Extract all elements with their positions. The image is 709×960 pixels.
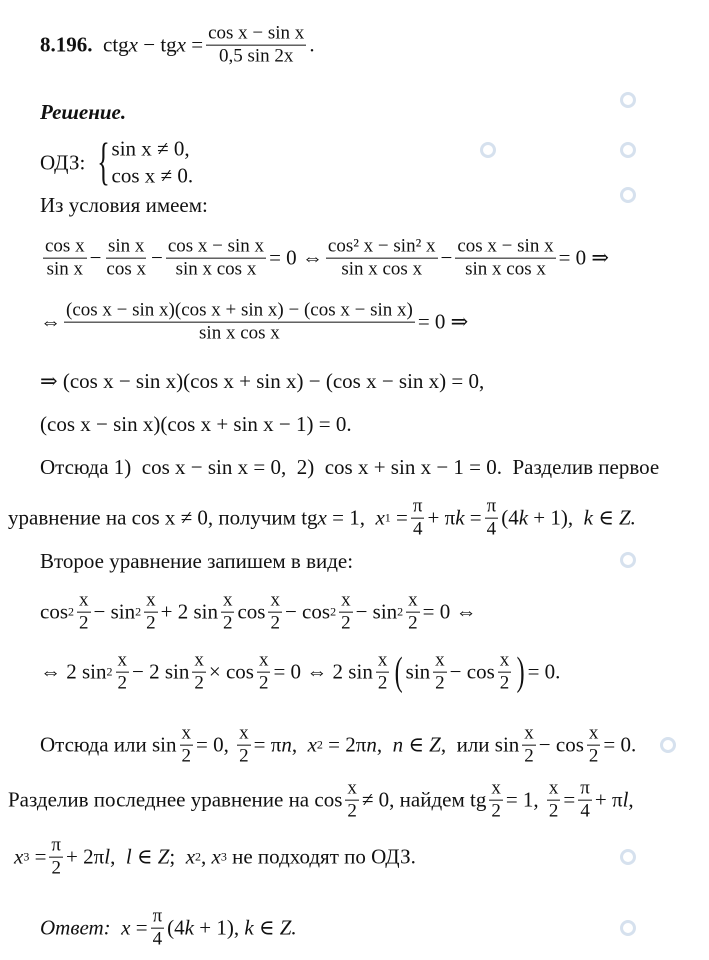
math-text: − cos (538, 733, 584, 757)
math-text: . (309, 33, 315, 57)
denominator: 2 (181, 745, 192, 767)
numerator: cos x − sin x (208, 22, 305, 44)
numerator: x (239, 722, 249, 744)
math-text: = 0 ⇒ (558, 246, 610, 270)
second-eq-cases (40, 723, 636, 768)
math-text: + 2π (66, 845, 105, 869)
condition-rows (112, 136, 194, 191)
math-text: (4 (501, 506, 519, 530)
denominator: 2 (222, 612, 233, 634)
math-text: 8.196. (40, 33, 93, 57)
math-text: ≠ 0, найдем tg (361, 788, 487, 812)
math-text (111, 916, 122, 940)
fraction (587, 723, 601, 768)
math-text: 3 (220, 850, 227, 864)
math-text: = 1, (505, 788, 544, 812)
denominator: 2 (377, 672, 388, 694)
watermark-logo-icon (620, 849, 636, 865)
numerator: x (347, 777, 357, 799)
math-text: = 0, (196, 733, 235, 757)
fraction (257, 650, 271, 695)
math-text: n (366, 733, 377, 757)
fraction (77, 590, 91, 635)
numerator: (cos x − sin x)(cos x + sin x) − (cos x − sin x) (66, 299, 413, 321)
second-eq-intro (40, 549, 353, 573)
math-text: ⇔ 2 sin (40, 660, 107, 684)
denominator: 4 (412, 518, 423, 540)
math-text: уравнение на cos x ≠ 0, получим tg (8, 506, 318, 530)
math-text: = 1, (326, 506, 376, 530)
math-text: = (563, 788, 576, 812)
last-eq-solution (8, 778, 634, 823)
numerator: x (435, 649, 445, 671)
fraction (144, 590, 158, 635)
math-text: = 0 ⇔ (422, 600, 477, 624)
math-text: = π (253, 733, 282, 757)
watermark-logo-icon (620, 142, 636, 158)
watermark-logo-icon (620, 920, 636, 936)
math-text: k (518, 506, 529, 530)
numerator: x (270, 589, 280, 611)
math-text: 2 (316, 738, 323, 752)
equation-step-1 (40, 236, 609, 281)
math-text: Ответ: (40, 916, 111, 940)
domain-conditions (40, 136, 193, 191)
fraction (433, 650, 447, 695)
math-text: Отсюда или sin (40, 733, 177, 757)
math-text: Разделив последнее уравнение на cos (8, 788, 343, 812)
math-text: − sin (93, 600, 136, 624)
math-text: ctg (92, 33, 129, 57)
math-text: ⇒ (cos x − sin x)(cos x + sin x) − (cos x − sin x) = 0, (40, 369, 485, 393)
math-text: 2 (330, 605, 337, 619)
equation-step-4 (40, 412, 352, 436)
brace: { (96, 134, 110, 191)
math-text: = 0 ⇔ 2 sin (273, 660, 373, 684)
solution-heading (40, 100, 126, 124)
math-text: 2 (68, 605, 74, 619)
denominator: 2 (491, 800, 501, 822)
roots-conclusion (14, 835, 416, 880)
math-text: + π (427, 506, 456, 530)
numerator: x (222, 589, 233, 611)
math-text: 2 (397, 605, 404, 619)
denominator: 2 (347, 800, 357, 822)
denominator: sin x (46, 258, 83, 280)
fraction (166, 236, 266, 281)
math-text: − (89, 246, 102, 270)
numerator: π (51, 834, 62, 856)
numerator: x (548, 777, 559, 799)
fraction (489, 778, 503, 823)
math-text: n (281, 733, 292, 757)
denominator: 2 (588, 745, 599, 767)
second-eq-factored (40, 650, 560, 695)
numerator: cos x − sin x (457, 235, 554, 257)
watermark-logo-icon (620, 187, 636, 203)
fraction (547, 778, 561, 823)
denominator: 2 (270, 612, 280, 634)
math-text: , (201, 845, 212, 869)
math-text: x (185, 845, 196, 869)
math-text: ⇔ (40, 310, 61, 334)
math-text: n ∈ Z (392, 733, 441, 757)
numerator: cos² x − sin² x (327, 235, 436, 257)
math-text: + 1), (194, 916, 245, 940)
fraction (43, 236, 87, 281)
math-text: cos (40, 600, 68, 624)
math-text: 1 (384, 511, 391, 525)
math-text: = 0 ⇒ (417, 310, 469, 334)
denominator: 2 (51, 857, 61, 879)
math-text: 2 (106, 665, 113, 679)
math-text: , (291, 733, 308, 757)
math-text: x (176, 33, 186, 57)
denominator: cos x (106, 258, 146, 280)
math-text: k (455, 506, 465, 530)
fraction (522, 723, 536, 768)
math-text: − cos (284, 600, 331, 624)
denominator: 2 (194, 672, 204, 694)
math-text: , (628, 788, 634, 812)
math-text: = (130, 916, 148, 940)
math-text: l ∈ Z (125, 845, 170, 869)
math-text: = 2π (322, 733, 367, 757)
math-text: 3 (23, 850, 30, 864)
numerator: x (588, 722, 599, 744)
second-eq-expanded (40, 590, 477, 635)
denominator: 2 (408, 612, 418, 634)
denominator: 4 (580, 800, 590, 822)
numerator: π (486, 495, 497, 517)
problem-statement (40, 23, 315, 68)
condition: cos x ≠ 0. (111, 164, 194, 188)
watermark-logo-icon (620, 552, 636, 568)
math-text: l (622, 788, 629, 812)
fraction (49, 835, 63, 880)
denominator: 4 (486, 518, 497, 540)
math-text: cos (237, 600, 266, 624)
math-text: (cos x − sin x)(cos x + sin x − 1) = 0. (40, 412, 352, 436)
math-text: , (110, 845, 126, 869)
denominator: 2 (499, 672, 510, 694)
fraction (104, 236, 148, 281)
denominator: sin x cos x (465, 258, 546, 280)
fraction (578, 778, 592, 823)
math-text: x (128, 33, 138, 57)
numerator: x (258, 649, 269, 671)
math-text: (4 (167, 916, 185, 940)
fraction (268, 590, 282, 635)
math-text: Из условия имеем: (40, 193, 208, 217)
numerator: x (491, 777, 501, 799)
math-text: Отсюда 1) cos x − sin x = 0, 2) cos x + sin x − 1 = 0. Разделив первое (40, 455, 660, 479)
math-text: + 1), (528, 506, 584, 530)
math-text: ОДЗ: (40, 151, 91, 175)
math-text: = (464, 506, 482, 530)
math-text: Решение. (40, 100, 127, 124)
math-text: x (307, 733, 317, 757)
math-text: + π (594, 788, 623, 812)
condition: sin x ≠ 0, (111, 136, 190, 161)
math-text: не подходят по ОДЗ. (226, 845, 416, 869)
condition-system (91, 136, 194, 191)
denominator: 4 (152, 928, 163, 950)
numerator: cos x − sin x (167, 235, 265, 257)
fraction (221, 590, 235, 635)
answer (40, 906, 297, 951)
math-text: , или sin (440, 733, 520, 757)
denominator: sin x cos x (199, 322, 280, 344)
numerator: π (152, 905, 163, 927)
math-text: − 2 sin (132, 660, 190, 684)
math-text: − tg (137, 33, 177, 57)
fraction (498, 650, 512, 695)
fraction (206, 23, 306, 68)
math-text: = (29, 845, 47, 869)
fraction (237, 723, 251, 768)
denominator: sin x cos x (341, 258, 423, 280)
fraction (326, 236, 438, 281)
cases-text (40, 455, 659, 479)
equation-step-3 (40, 369, 484, 393)
numerator: x (117, 649, 128, 671)
denominator: 2 (239, 745, 249, 767)
denominator: 2 (341, 612, 351, 634)
watermark-logo-icon (620, 92, 636, 108)
fraction (345, 778, 359, 823)
denominator: 2 (117, 672, 128, 694)
math-text: = 0. (527, 660, 561, 684)
math-text: k ∈ Z. (244, 916, 297, 940)
math-text: sin (405, 660, 431, 684)
math-text: − (151, 246, 163, 270)
math-text: l (104, 845, 111, 869)
watermark-logo-icon (660, 737, 676, 753)
numerator: π (412, 495, 423, 517)
math-text: 2 (135, 605, 142, 619)
numerator: x (524, 722, 534, 744)
numerator: x (499, 649, 510, 671)
numerator: x (341, 589, 351, 611)
fraction (485, 496, 499, 541)
math-text: + 2 sin (160, 600, 218, 624)
fraction (411, 496, 425, 541)
fraction (406, 590, 420, 635)
math-text: × cos (208, 660, 254, 684)
fraction (192, 650, 206, 695)
math-text: x (14, 845, 24, 869)
numerator: x (194, 649, 204, 671)
math-text: k ∈ Z. (583, 506, 636, 530)
math-text: = (186, 33, 204, 57)
numerator: x (79, 589, 89, 611)
denominator: 2 (146, 612, 156, 634)
math-text: ; (169, 845, 186, 869)
fraction (151, 906, 165, 951)
math-text: Второе уравнение запишем в виде: (40, 549, 354, 573)
denominator: 2 (79, 612, 89, 634)
math-text: ) (516, 649, 525, 694)
math-text: x (375, 506, 385, 530)
math-text: 2 (195, 850, 202, 864)
denominator: 2 (548, 800, 559, 822)
numerator: x (408, 589, 418, 611)
math-text: − cos (449, 660, 495, 684)
numerator: sin x (107, 235, 145, 257)
math-text: − sin (355, 600, 398, 624)
fraction (180, 723, 194, 768)
denominator: 0,5 sin 2x (218, 45, 294, 67)
math-text: = 0 ⇔ (269, 246, 323, 270)
denominator: 2 (524, 745, 534, 767)
math-text: = (390, 506, 408, 530)
math-text: , (376, 733, 393, 757)
math-text: x (211, 845, 221, 869)
intro-text (40, 193, 208, 217)
denominator: 2 (258, 672, 269, 694)
equation-step-2 (40, 300, 468, 345)
math-text: k (184, 916, 194, 940)
math-text: ( (394, 649, 403, 694)
fraction (116, 650, 130, 695)
watermark-logo-icon (480, 142, 496, 158)
denominator: sin x cos x (175, 258, 257, 280)
numerator: x (181, 722, 192, 744)
math-text: − (440, 246, 453, 270)
math-text: x (317, 506, 327, 530)
denominator: 2 (435, 672, 445, 694)
fraction (376, 650, 390, 695)
math-text: = 0. (603, 733, 637, 757)
numerator: x (377, 649, 388, 671)
fraction (339, 590, 353, 635)
math-text: x (121, 916, 131, 940)
first-case-solution (8, 496, 636, 541)
fraction (455, 236, 555, 281)
numerator: cos x (45, 235, 85, 257)
numerator: x (146, 589, 156, 611)
numerator: π (580, 777, 590, 799)
fraction (64, 300, 415, 345)
